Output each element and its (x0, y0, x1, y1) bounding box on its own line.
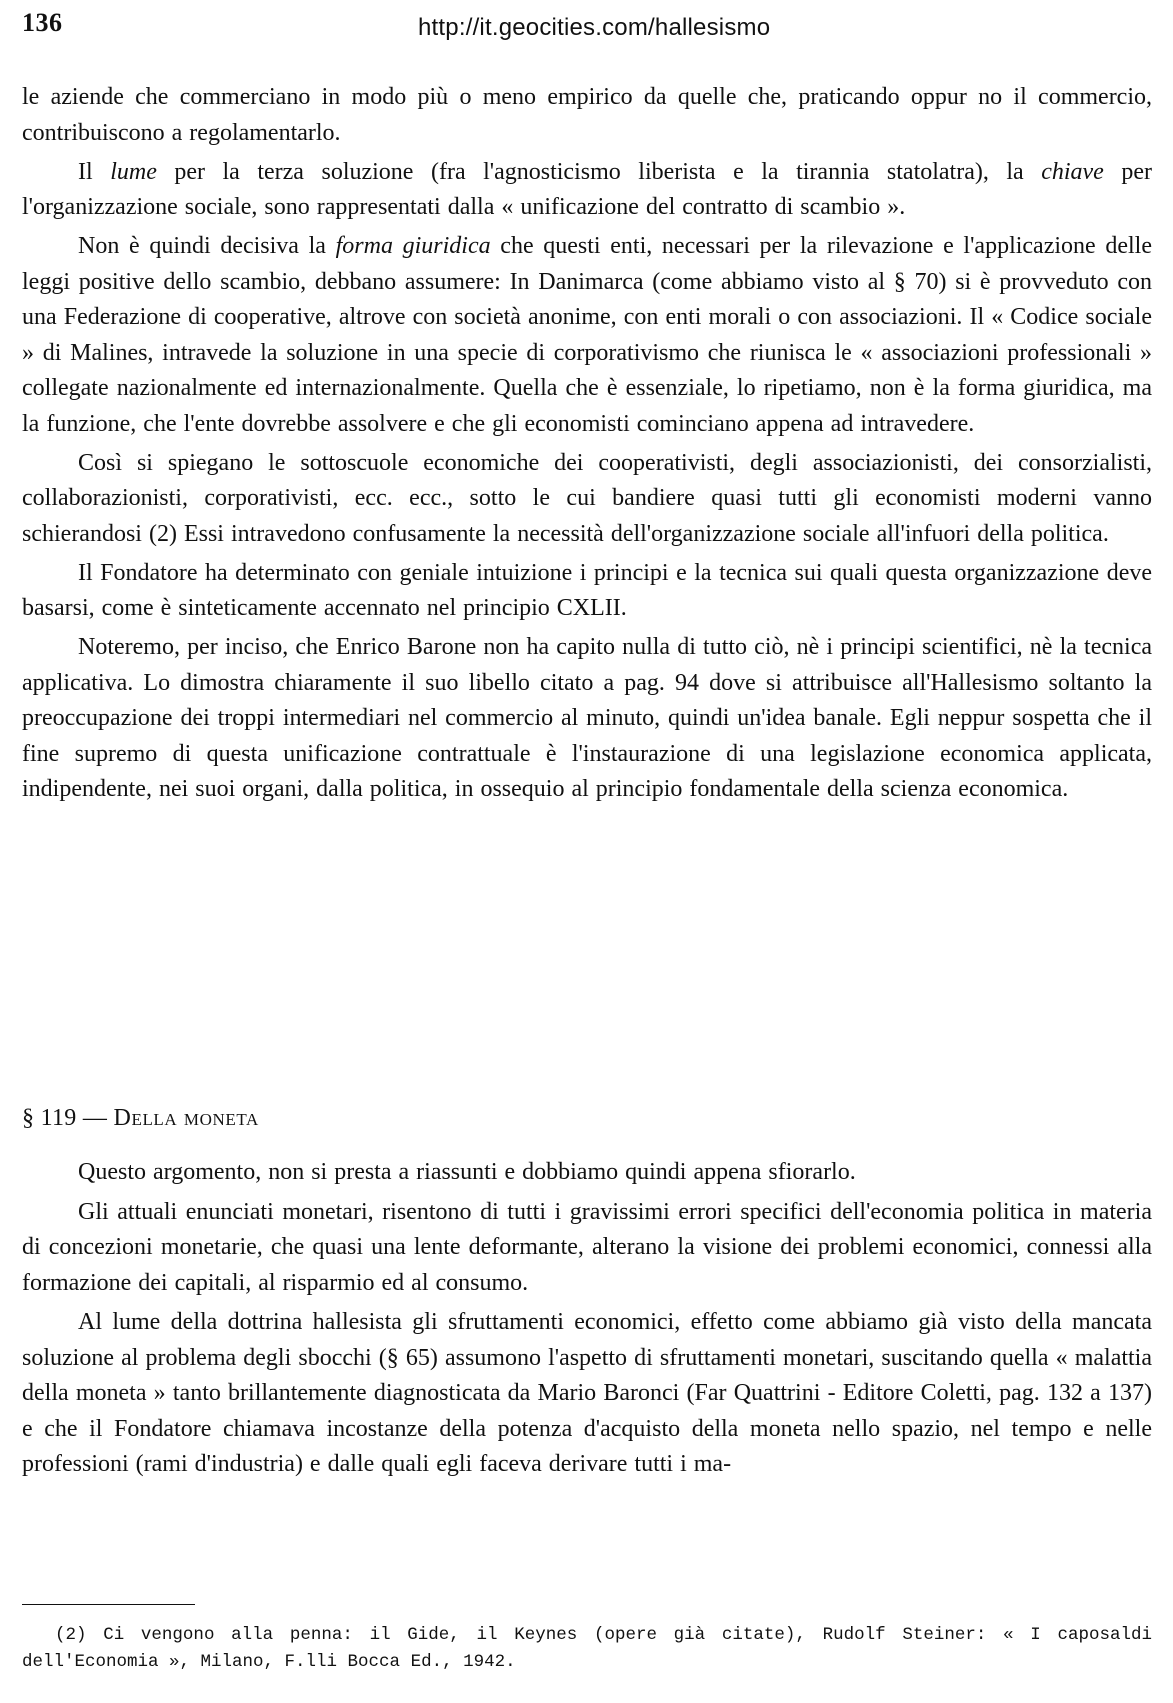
section-paragraph: Gli attuali enunciati monetari, risentono di tutti i gravissimi errori specifici dell'economia politica in materia di concezioni monetarie, che quasi una lente deformante, alterano la visione dei problemi economici, connessi alla formazione dei capitali, al risparmio ed al consumo. (22, 1198, 1152, 1296)
paragraph-sottoscuole: Così si spiegano le sottoscuole economiche dei cooperativisti, degli associazionisti, dei consorzialisti, collaborazionisti, corporativisti, ecc. ecc., sotto le cui bandiere quasi tutti gli economisti moderni vanno schierandosi (2) Essi intravedono confusamente la necessità dell'organizzazione sociale all'infuori della politica. (22, 449, 1152, 547)
paragraph-forma-giuridica (22, 229, 1152, 442)
paragraph-fondatore: Il Fondatore ha determinato con geniale intuizione i principi e la tecnica sui quali questa organizzazione deve basarsi, come è sinteticamente accennato nel principio CXLII. (22, 559, 1152, 621)
text-run: Non è quindi decisiva la (78, 233, 336, 259)
text-run: per la terza soluzione (fra l'agnosticismo liberista e la tirannia statolatra), la (156, 158, 1042, 185)
section-heading (22, 1105, 259, 1132)
section-paragraph: Questo argomento, non si presta a riassunti e dobbiamo quindi appena sfiorarlo. (78, 1159, 856, 1185)
main-text (22, 80, 1152, 811)
italic-term-lume: lume (110, 158, 157, 185)
page-number: 136 (22, 8, 63, 37)
text-run: per l'organizzazione sociale, sono rappresentati dalla « unificazione del contratto di scambio ». (22, 158, 1152, 220)
paragraph-continuation: le aziende che commerciano in modo più o meno empirico da quelle che, praticando oppur no il commercio, contribuiscono a regolamentarlo. (22, 84, 1152, 146)
italic-term-chiave: chiave (1041, 158, 1104, 185)
section-title: Della moneta (113, 1105, 259, 1131)
text-run: che questi enti, necessari per la rilevazione e l'applicazione delle leggi positive dello scambio, debbano assumere: In Danimarca (come abbiamo visto al § 70) si è provveduto con una Federazione di cooperative, altrove con società anonime, con enti morali o con associazioni. Il « Codice sociale » di Malines, intravede la soluzione in una specie di corporativismo che riunisca le « associazioni professionali » collegate nazionalmente ed internazionalmente. Quella che è essenziale, lo ripetiamo, non è la forma giuridica, ma la funzione, che l'ente dovrebbe assolvere e che gli economisti cominciano appena ad intravedere. (22, 233, 1152, 437)
italic-term-forma-giuridica: forma giuridica (335, 233, 491, 259)
footnote (22, 1622, 1152, 1676)
section-paragraph: Al lume della dottrina hallesista gli sfruttamenti economici, effetto come abbiamo già visto della mancata soluzione al problema degli sbocchi (§ 65) assumono l'aspetto di sfruttamenti monetari, suscitando quella « malattia della moneta » tanto brillantemente diagnosticata da Mario Baronci (Far Quattrini - Editore Coletti, pag. 132 a 137) e che il Fondatore chiamava incostanze della potenza d'acquisto della moneta nello spazio, nel tempo e nelle professioni (rami d'industria) e dalle quali egli faceva derivare tutti i ma- (22, 1309, 1152, 1477)
paragraph-barone: Noteremo, per inciso, che Enrico Barone non ha capito nulla di tutto ciò, nè i principi scientifici, nè la tecnica applicativa. Lo dimostra chiaramente il suo libello citato a pag. 94 dove si attribuisce all'Hallesismo soltanto la preoccupazione dei troppi intermediari nel commercio al minuto, quindi un'idea banale. Egli neppur sospetta che il fine supremo di questa unificazione contrattuale è l'instaurazione di una legislazione economica applicata, indipendente, nei suoi organi, dalla politica, in ossequio al principio fondamentale della scienza economica. (22, 634, 1152, 802)
footnote-text: (2) Ci vengono alla penna: il Gide, il Keynes (opere già citate), Rudolf Steiner: « I caposaldi dell'Economia », Milano, F.lli Bocca Ed., 1942. (22, 1625, 1152, 1672)
text-run: Il (78, 158, 111, 185)
source-url: http://it.geocities.com/hallesismo (418, 14, 771, 41)
section-number: § 119 — (22, 1105, 108, 1131)
paragraph-lume (22, 155, 1152, 226)
section-text (22, 1155, 1152, 1487)
footnote-divider (22, 1604, 195, 1605)
